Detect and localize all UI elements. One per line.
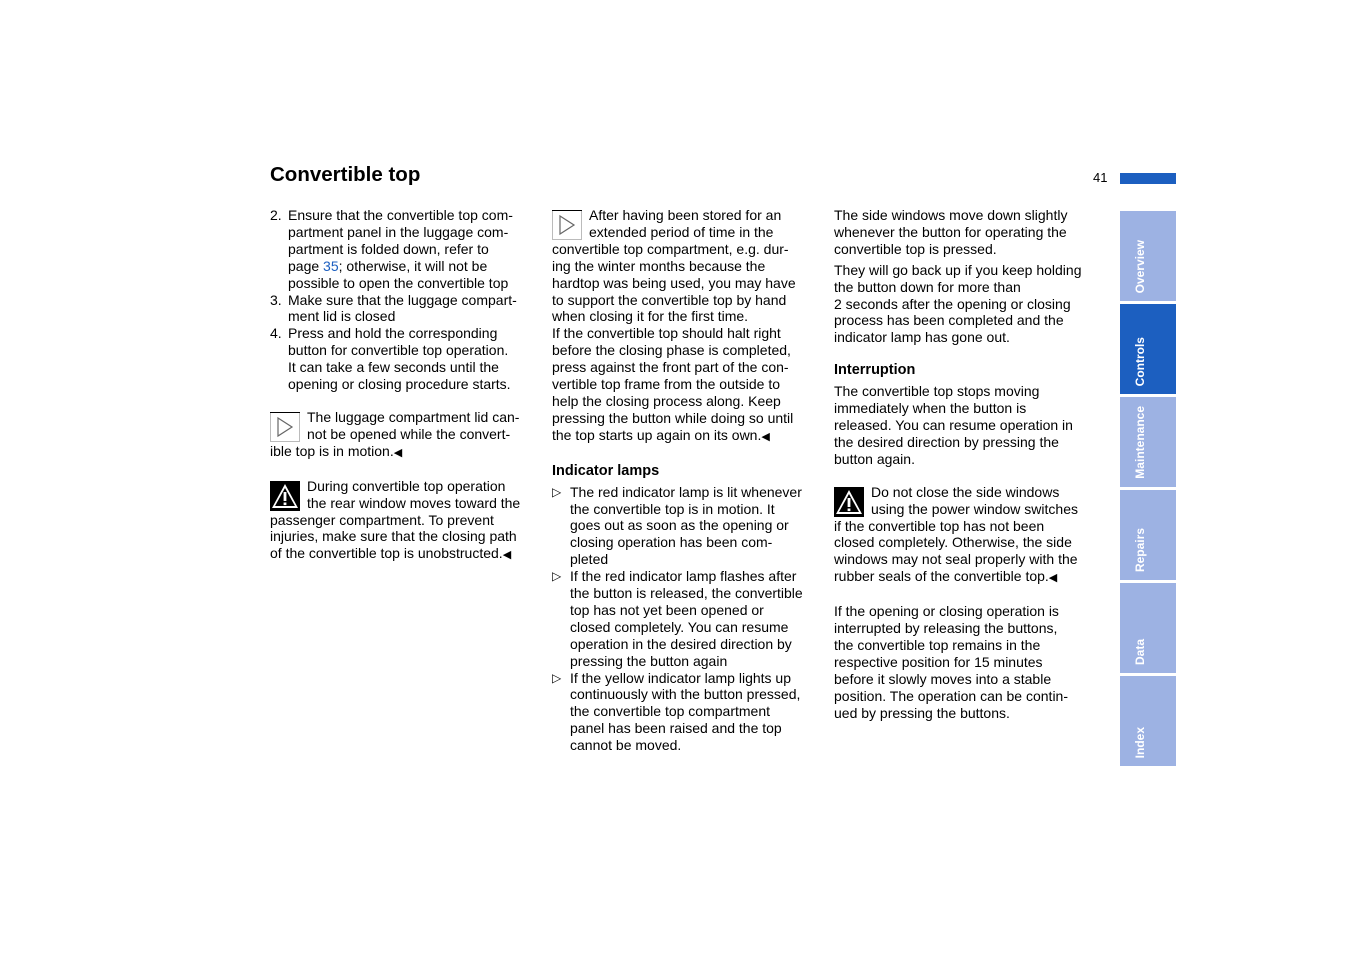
page-title: Convertible top bbox=[270, 163, 421, 186]
tab-controls[interactable] bbox=[1120, 304, 1176, 394]
end-mark-icon: ◀ bbox=[393, 446, 403, 459]
bullet-text: If the red indicator lamp flashes after the button is released, the convertible top has not yet been opened or closed completely. You can resume operation in the desired direction by pressing the button again bbox=[570, 568, 803, 669]
end-mark-icon: ◀ bbox=[761, 430, 770, 443]
warning-icon bbox=[834, 487, 864, 517]
paragraph: The convertible top stops moving immediately when the button is released. You can resume operation in the desired direction by pressing the button again. bbox=[834, 383, 1073, 467]
tab-label: Index bbox=[1133, 726, 1147, 758]
step-text: Ensure that the convertible top com- partment panel in the luggage com- partment is folded down, refer to page 35; otherwise, it will not be possible to open the convertible top bbox=[288, 207, 513, 291]
tab-label: Maintenance bbox=[1133, 406, 1147, 479]
tab-label: Controls bbox=[1133, 336, 1147, 386]
column-2 bbox=[552, 207, 822, 754]
list-item bbox=[270, 292, 542, 326]
bullet-text: The red indicator lamp is lit whenever the convertible top is in motion. It goes out as soon as the opening or closing operation has been com- pleted bbox=[570, 483, 802, 568]
tab-repairs[interactable] bbox=[1120, 490, 1176, 580]
note-text: After having been stored for an extended period of time in the convertible top compartment, e.g. dur- ing the winter months because the hardtop was being used, you may have to support the convertible top by hand when closing it for the first time. If the convertible top should halt right before the closing phase is completed, press against the front part of the con- vertible top frame from the outside to help the closing process along. Keep pressing the button while doing so until the top starts up again on its own. bbox=[552, 207, 796, 443]
step-text: Make sure that the luggage compart- ment lid is closed bbox=[288, 291, 517, 325]
list-item bbox=[552, 484, 822, 569]
tab-label: Data bbox=[1133, 638, 1147, 665]
tab-overview[interactable] bbox=[1120, 211, 1176, 301]
section-tabs bbox=[1120, 211, 1176, 769]
list-item bbox=[270, 207, 542, 292]
warning-block bbox=[834, 484, 1104, 587]
bullet-text: If the yellow indicator lamp lights up continuously with the button pressed, the convertible top compartment panel has been raised and the top cannot be moved. bbox=[570, 669, 801, 754]
page-number-bar bbox=[1120, 173, 1176, 184]
end-mark-icon: ◀ bbox=[1048, 572, 1058, 585]
list-item bbox=[270, 325, 542, 393]
tab-label: Overview bbox=[1133, 239, 1147, 293]
step-number: 4. bbox=[270, 325, 282, 342]
page-link[interactable]: 35 bbox=[323, 257, 339, 274]
paragraph: The side windows move down slightly whenever the button for operating the convertible top is pressed. bbox=[834, 207, 1068, 257]
note-triangle-icon bbox=[270, 412, 300, 442]
bullet-arrow-icon: ▷ bbox=[552, 670, 562, 685]
note-text: The luggage compartment lid can- not be opened while the convert- ible top is in motion. bbox=[270, 408, 520, 459]
note-block bbox=[270, 409, 542, 462]
paragraph: They will go back up if you keep holding the button down for more than 2 seconds after the opening or closing process has been completed and the indicator lamp has gone out. bbox=[834, 261, 1082, 346]
section-heading: Indicator lamps bbox=[552, 462, 660, 479]
note-block bbox=[552, 207, 822, 446]
paragraph: If the opening or closing operation is interrupted by releasing the buttons, the convertible top remains in the respective position for 15 minutes before it slowly moves into a stable position. The operation can be contin- ued by pressing the buttons. bbox=[834, 603, 1069, 721]
tab-label: Repairs bbox=[1133, 527, 1147, 572]
bullet-arrow-icon: ▷ bbox=[552, 569, 562, 584]
column-3 bbox=[834, 207, 1104, 721]
warning-block bbox=[270, 478, 542, 565]
warning-icon bbox=[270, 481, 300, 511]
step-number: 2. bbox=[270, 207, 282, 223]
bullet-arrow-icon: ▷ bbox=[552, 484, 562, 499]
step-text: Press and hold the corresponding button for convertible top operation. It can take a few seconds until the opening or closing procedure starts. bbox=[288, 325, 511, 393]
steps-list bbox=[270, 207, 542, 393]
tab-data[interactable] bbox=[1120, 583, 1176, 673]
list-item bbox=[552, 670, 822, 755]
page-number: 41 bbox=[1093, 170, 1108, 185]
section-heading: Interruption bbox=[834, 362, 916, 379]
warning-text: Do not close the side windows using the power window switches if the convertible top has not been closed completely. Otherwise, the side windows may not seal properly with the rubber seals of the convertible top. bbox=[834, 483, 1078, 585]
warning-text: During convertible top operation the rear window moves toward the passenger compartment. To prevent injuries, make sure that the closing path of the convertible top is unobstructed. bbox=[270, 477, 521, 562]
end-mark-icon: ◀ bbox=[502, 549, 512, 562]
tab-maintenance[interactable] bbox=[1120, 397, 1176, 487]
step-number: 3. bbox=[270, 291, 282, 308]
note-triangle-icon bbox=[552, 210, 582, 240]
indicator-list bbox=[552, 484, 822, 755]
tab-index[interactable] bbox=[1120, 676, 1176, 766]
column-1 bbox=[270, 207, 542, 564]
list-item bbox=[552, 568, 822, 669]
